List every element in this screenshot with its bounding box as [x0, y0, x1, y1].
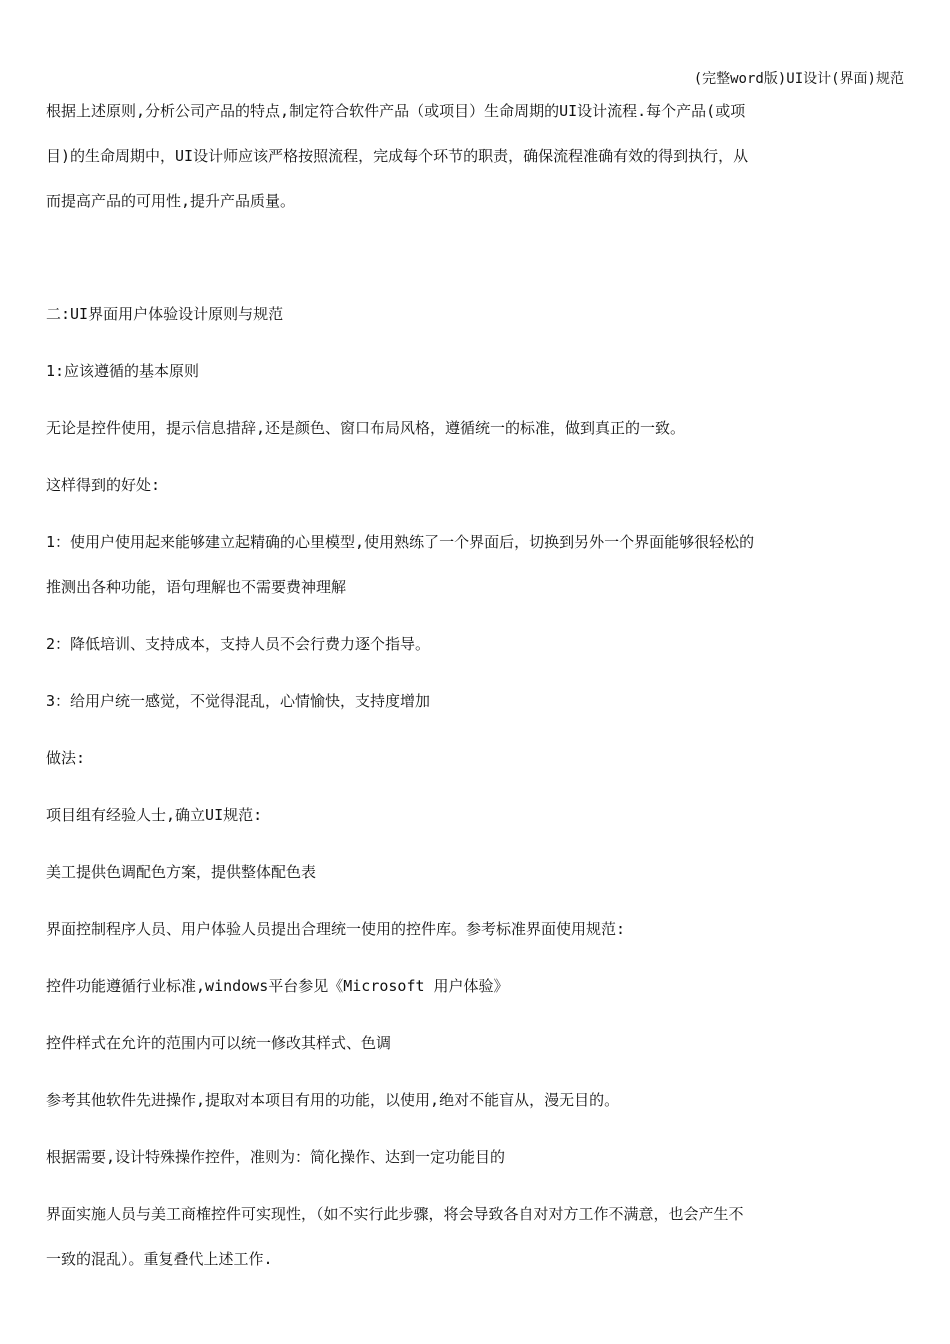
benefit-item-1	[46, 528, 904, 601]
method-item-5: 控件样式在允许的范围内可以统一修改其样式、色调	[46, 1034, 392, 1052]
section-heading: 二:UI界面用户体验设计原则与规范	[46, 305, 284, 323]
consistency-paragraph: 无论是控件使用，提示信息措辞,还是颜色、窗口布局风格，遵循统一的标准，做到真正的一致。	[46, 419, 686, 437]
method-item-7: 根据需要,设计特殊操作控件，准则为：简化操作、达到一定功能目的	[46, 1148, 506, 1166]
text-line: 目)的生命周期中，UI设计师应该严格按照流程，完成每个环节的职责，确保流程准确有效的得到执行，从	[46, 147, 749, 165]
text-line: 一致的混乱）。重复叠代上述工作.	[46, 1250, 273, 1268]
method-item-6: 参考其他软件先进操作,提取对本项目有用的功能，以使用,绝对不能盲从，漫无目的。	[46, 1091, 620, 1109]
benefits-intro: 这样得到的好处:	[46, 476, 161, 494]
text-line: 界面实施人员与美工商榷控件可实现性，（如不实行此步骤，将会导致各自对对方工作不满意，也会产生不	[46, 1205, 744, 1223]
method-item-3: 界面控制程序人员、用户体验人员提出合理统一使用的控件库。参考标准界面使用规范:	[46, 920, 626, 938]
method-item-4: 控件功能遵循行业标准,windows平台参见《Microsoft 用户体验》	[46, 977, 509, 995]
page-header-title: (完整word版)UI设计(界面)规范	[693, 71, 904, 87]
text-line: 根据上述原则,分析公司产品的特点,制定符合软件产品（或项目）生命周期的UI设计流程.每个产品(或项	[46, 102, 746, 120]
method-item-8	[46, 1200, 904, 1273]
document-body	[46, 97, 904, 1273]
text-line: 而提高产品的可用性,提升产品质量。	[46, 192, 296, 210]
method-item-2: 美工提供色调配色方案，提供整体配色表	[46, 863, 317, 881]
benefit-item-3: 3：给用户统一感觉，不觉得混乱，心情愉快，支持度增加	[46, 692, 431, 710]
text-line: 推测出各种功能，语句理解也不需要费神理解	[46, 578, 347, 596]
method-item-1: 项目组有经验人士,确立UI规范:	[46, 806, 263, 824]
intro-paragraph	[46, 97, 904, 215]
method-label: 做法:	[46, 749, 86, 767]
text-line: 1：使用户使用起来能够建立起精确的心里模型,使用熟练了一个界面后，切换到另外一个界面能够很轻松的	[46, 533, 755, 551]
benefit-item-2: 2：降低培训、支持成本，支持人员不会行费力逐个指导。	[46, 635, 431, 653]
subheading: 1:应该遵循的基本原则	[46, 362, 200, 380]
